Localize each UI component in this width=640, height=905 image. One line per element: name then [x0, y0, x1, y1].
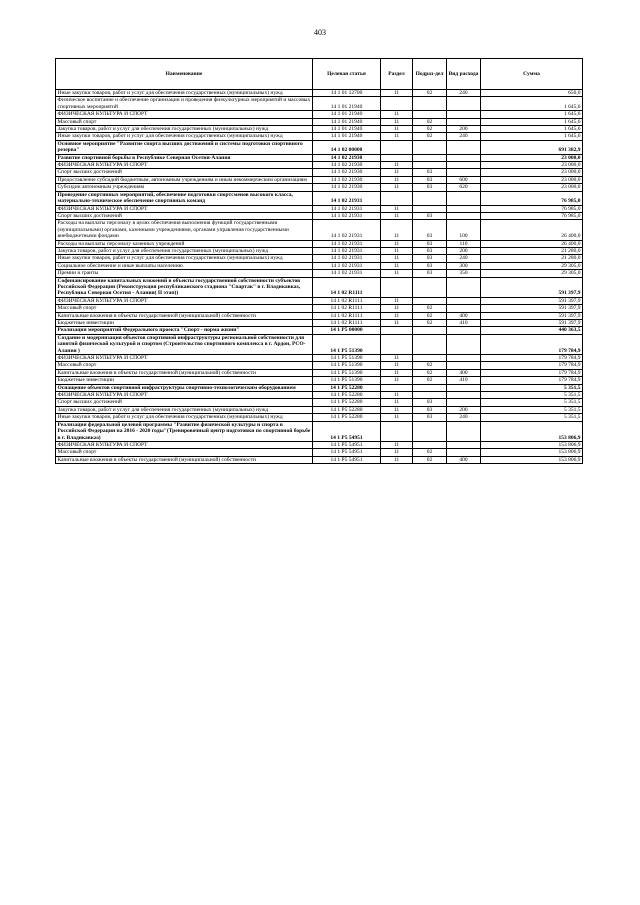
cell-subsection: 02 [413, 133, 447, 140]
cell-subsection: 02 [413, 90, 447, 97]
cell-expense-type [447, 449, 481, 456]
table-row [56, 406, 583, 413]
cell-target: 14 1 02 R1111 [313, 320, 381, 327]
cell-expense-type [447, 212, 481, 219]
cell-expense-type [447, 327, 481, 334]
cell-name: Субсидии автономным учреждениям [56, 184, 313, 191]
cell-amount: 691 382,9 [481, 140, 583, 154]
cell-name: Массовый спорт [56, 449, 313, 456]
table-row [56, 441, 583, 448]
cell-amount: 26 400,0 [481, 240, 583, 247]
cell-amount: 591 397,9 [481, 277, 583, 297]
cell-name: Закупка товаров, работ и услуг для обеспечения государственных (муниципальных) нужд [56, 126, 313, 133]
column-header-expense-type: Вид расхода [447, 59, 481, 90]
cell-expense-type: 400 [447, 312, 481, 319]
cell-section [381, 334, 413, 354]
cell-amount: 591 397,9 [481, 320, 583, 327]
cell-section: 11 [381, 399, 413, 406]
cell-name: Предоставление субсидий бюджетным, автономным учреждениям и иным некоммерческим организациям [56, 176, 313, 183]
cell-section: 11 [381, 449, 413, 456]
cell-subsection: 03 [413, 270, 447, 277]
table-row [56, 312, 583, 319]
cell-amount: 179 784,9 [481, 362, 583, 369]
cell-name: Бюджетные инвестиции [56, 320, 313, 327]
table-row [56, 169, 583, 176]
table-row [56, 184, 583, 191]
cell-expense-type: 600 [447, 176, 481, 183]
cell-subsection [413, 392, 447, 399]
cell-target: 14 1 02 21931 [313, 247, 381, 254]
cell-subsection: 03 [413, 176, 447, 183]
cell-subsection: 03 [413, 414, 447, 421]
cell-name: ФИЗИЧЕСКАЯ КУЛЬТУРА И СПОРТ [56, 297, 313, 304]
table-row [56, 140, 583, 154]
cell-target: 14 1 02 R1111 [313, 305, 381, 312]
table-row [56, 118, 583, 125]
cell-expense-type: 410 [447, 377, 481, 384]
cell-target: 14 1 01 21940 [313, 126, 381, 133]
cell-name: Массовый спорт [56, 118, 313, 125]
cell-amount: 179 784,9 [481, 334, 583, 354]
cell-expense-type: 620 [447, 184, 481, 191]
cell-target: 14 1 P5 54951 [313, 456, 381, 463]
cell-expense-type [447, 297, 481, 304]
cell-name: Спорт высших достижений [56, 169, 313, 176]
cell-amount: 26 400,0 [481, 220, 583, 240]
page-number: 403 [314, 28, 326, 37]
cell-target: 14 1 01 21940 [313, 133, 381, 140]
cell-subsection [413, 191, 447, 205]
cell-section: 11 [381, 176, 413, 183]
cell-subsection [413, 384, 447, 391]
cell-name: ФИЗИЧЕСКАЯ КУЛЬТУРА И СПОРТ [56, 441, 313, 448]
cell-section: 11 [381, 240, 413, 247]
cell-subsection [413, 421, 447, 441]
cell-section: 11 [381, 262, 413, 269]
cell-section: 11 [381, 111, 413, 118]
cell-target: 14 1 02 21931 [313, 191, 381, 205]
cell-expense-type: 200 [447, 126, 481, 133]
cell-subsection: 03 [413, 262, 447, 269]
cell-subsection: 02 [413, 449, 447, 456]
cell-section: 11 [381, 126, 413, 133]
cell-section [381, 327, 413, 334]
cell-amount: 23 000,0 [481, 162, 583, 169]
cell-name: Иные закупки товаров, работ и услуг для обеспечения государственных (муниципальных) нужд [56, 90, 313, 97]
cell-section: 11 [381, 162, 413, 169]
cell-target: 14 1 P5 51390 [313, 334, 381, 354]
cell-target: 14 1 02 21930 [313, 169, 381, 176]
cell-subsection: 03 [413, 169, 447, 176]
cell-subsection: 03 [413, 247, 447, 254]
table-row [56, 305, 583, 312]
cell-name: ФИЗИЧЕСКАЯ КУЛЬТУРА И СПОРТ [56, 392, 313, 399]
cell-target: 14 1 02 21931 [313, 262, 381, 269]
cell-expense-type [447, 191, 481, 205]
table-row [56, 191, 583, 205]
table-row [56, 449, 583, 456]
cell-subsection [413, 154, 447, 161]
table-row [56, 255, 583, 262]
cell-expense-type [447, 205, 481, 212]
cell-expense-type: 240 [447, 414, 481, 421]
cell-target: 14 1 02 21931 [313, 270, 381, 277]
cell-subsection: 02 [413, 118, 447, 125]
table-row [56, 126, 583, 133]
cell-amount: 591 397,9 [481, 297, 583, 304]
cell-amount: 153 806,9 [481, 456, 583, 463]
cell-name: ФИЗИЧЕСКАЯ КУЛЬТУРА И СПОРТ [56, 355, 313, 362]
table-body [56, 90, 583, 464]
cell-name: Массовый спорт [56, 362, 313, 369]
cell-section: 11 [381, 212, 413, 219]
column-header-section: Раздел [381, 59, 413, 90]
cell-expense-type: 300 [447, 262, 481, 269]
cell-name: Развитие спортивной борьбы в Республике Северная Осетия-Алания [56, 154, 313, 161]
cell-target: 14 1 02 00000 [313, 140, 381, 154]
table-row [56, 334, 583, 354]
table-row [56, 327, 583, 334]
cell-expense-type: 400 [447, 369, 481, 376]
table-row [56, 270, 583, 277]
cell-section [381, 154, 413, 161]
cell-expense-type [447, 421, 481, 441]
cell-subsection: 03 [413, 240, 447, 247]
cell-name: Проведение спортивных мероприятий, обеспечение подготовки спортсменов высокого класса, материально-техническое обеспечение спортивных команд [56, 191, 313, 205]
cell-section: 11 [381, 169, 413, 176]
table-row [56, 133, 583, 140]
cell-target: 14 1 02 R1111 [313, 277, 381, 297]
cell-section: 11 [381, 392, 413, 399]
cell-expense-type [447, 399, 481, 406]
cell-target: 14 1 01 21940 [313, 118, 381, 125]
cell-amount: 76 985,0 [481, 191, 583, 205]
cell-expense-type [447, 392, 481, 399]
cell-name: Закупка товаров, работ и услуг для обеспечения государственных (муниципальных) нужд [56, 247, 313, 254]
budget-table [55, 58, 583, 464]
cell-expense-type [447, 384, 481, 391]
table-header-row [56, 59, 583, 90]
cell-section: 11 [381, 297, 413, 304]
cell-section: 11 [381, 362, 413, 369]
cell-expense-type [447, 140, 481, 154]
cell-name: Расходы на выплаты персоналу в целях обеспечения выполнения функций государственными (муниципальными) органами, казенными учреждениями, органами управления государственными внебюджетными фондами [56, 220, 313, 240]
cell-subsection [413, 111, 447, 118]
cell-section: 11 [381, 247, 413, 254]
cell-expense-type: 240 [447, 255, 481, 262]
cell-target: 14 1 02 21931 [313, 212, 381, 219]
cell-amount: 21 280,0 [481, 247, 583, 254]
table-row [56, 176, 583, 183]
cell-amount: 5 351,5 [481, 384, 583, 391]
cell-name: Спорт высших достижений [56, 399, 313, 406]
cell-target: 14 1 P5 51390 [313, 362, 381, 369]
cell-section: 11 [381, 312, 413, 319]
cell-expense-type: 410 [447, 320, 481, 327]
cell-subsection: 02 [413, 362, 447, 369]
column-header-target: Целевая статья [313, 59, 381, 90]
cell-expense-type [447, 162, 481, 169]
cell-target: 14 1 01 12700 [313, 90, 381, 97]
cell-expense-type [447, 154, 481, 161]
cell-section: 11 [381, 220, 413, 240]
cell-target: 14 1 02 21930 [313, 162, 381, 169]
table-row [56, 297, 583, 304]
cell-name: ФИЗИЧЕСКАЯ КУЛЬТУРА И СПОРТ [56, 111, 313, 118]
cell-amount: 23 000,0 [481, 169, 583, 176]
cell-target: 14 1 02 21930 [313, 154, 381, 161]
cell-section: 11 [381, 441, 413, 448]
cell-amount: 153 806,9 [481, 449, 583, 456]
cell-target: 14 1 P5 52280 [313, 399, 381, 406]
cell-subsection: 02 [413, 312, 447, 319]
cell-expense-type [447, 355, 481, 362]
cell-expense-type [447, 118, 481, 125]
cell-subsection [413, 162, 447, 169]
cell-target: 14 1 02 21931 [313, 240, 381, 247]
cell-subsection [413, 97, 447, 111]
cell-section: 11 [381, 406, 413, 413]
table-row [56, 362, 583, 369]
cell-target: 14 1 02 21931 [313, 255, 381, 262]
cell-amount: 1 645,6 [481, 126, 583, 133]
cell-target: 14 1 02 21930 [313, 176, 381, 183]
cell-subsection: 03 [413, 212, 447, 219]
cell-amount: 23 000,0 [481, 154, 583, 161]
cell-subsection: 03 [413, 255, 447, 262]
cell-expense-type: 240 [447, 133, 481, 140]
cell-section: 11 [381, 255, 413, 262]
cell-amount: 179 784,9 [481, 355, 583, 362]
table-row [56, 392, 583, 399]
cell-section: 11 [381, 414, 413, 421]
table-row [56, 162, 583, 169]
cell-subsection: 03 [413, 220, 447, 240]
cell-amount: 5 351,5 [481, 414, 583, 421]
cell-amount: 5 351,5 [481, 406, 583, 413]
cell-name: Закупка товаров, работ и услуг для обеспечения государственных (муниципальных) нужд [56, 406, 313, 413]
table-row [56, 154, 583, 161]
cell-expense-type [447, 169, 481, 176]
cell-name: Основное мероприятие "Развитие спорта высших достижений и системы подготовки спортивного резерва" [56, 140, 313, 154]
cell-section: 11 [381, 184, 413, 191]
table-row [56, 421, 583, 441]
cell-section [381, 191, 413, 205]
cell-section: 11 [381, 320, 413, 327]
cell-name: Бюджетные инвестиции [56, 377, 313, 384]
cell-amount: 29 305,0 [481, 262, 583, 269]
cell-amount: 1 645,6 [481, 118, 583, 125]
cell-expense-type [447, 111, 481, 118]
cell-expense-type [447, 334, 481, 354]
table-row [56, 355, 583, 362]
cell-expense-type: 110 [447, 240, 481, 247]
table-row [56, 384, 583, 391]
cell-subsection [413, 277, 447, 297]
table-row [56, 90, 583, 97]
cell-subsection: 02 [413, 305, 447, 312]
table-row [56, 369, 583, 376]
cell-section [381, 277, 413, 297]
table-row [56, 212, 583, 219]
cell-expense-type: 200 [447, 247, 481, 254]
cell-section: 11 [381, 355, 413, 362]
cell-subsection: 02 [413, 320, 447, 327]
cell-subsection [413, 140, 447, 154]
cell-expense-type [447, 362, 481, 369]
cell-expense-type: 200 [447, 406, 481, 413]
cell-section: 11 [381, 305, 413, 312]
cell-subsection: 02 [413, 456, 447, 463]
cell-subsection: 02 [413, 126, 447, 133]
table-row [56, 220, 583, 240]
cell-target: 14 1 P5 52280 [313, 406, 381, 413]
cell-section: 11 [381, 205, 413, 212]
cell-subsection [413, 205, 447, 212]
column-header-name: Наименование [56, 59, 313, 90]
cell-amount: 23 000,0 [481, 176, 583, 183]
cell-name: Капитальные вложения в объекты государственной (муниципальной) собственности [56, 456, 313, 463]
cell-amount: 23 000,0 [481, 184, 583, 191]
cell-target: 14 1 P5 51390 [313, 355, 381, 362]
cell-subsection [413, 297, 447, 304]
cell-subsection: 03 [413, 406, 447, 413]
cell-expense-type [447, 97, 481, 111]
cell-target: 14 1 P5 54951 [313, 421, 381, 441]
cell-amount: 1 645,6 [481, 133, 583, 140]
cell-target: 14 1 P5 54951 [313, 449, 381, 456]
cell-name: Оснащение объектов спортивной инфраструктуры спортивно-технологическим оборудованием [56, 384, 313, 391]
cell-amount: 179 784,9 [481, 377, 583, 384]
cell-name: Реализация федеральной целевой программы "Развитие физической культуры и спорта в Российской Федерации на 2016 - 2020 годы"(Тренировочный центр подготовки по спортивной борьбе в г. Владикавказ) [56, 421, 313, 441]
cell-subsection: 03 [413, 184, 447, 191]
cell-expense-type [447, 305, 481, 312]
cell-amount: 29 305,0 [481, 270, 583, 277]
cell-subsection [413, 355, 447, 362]
cell-section: 11 [381, 377, 413, 384]
cell-expense-type: 100 [447, 220, 481, 240]
cell-amount: 76 985,0 [481, 205, 583, 212]
table-row [56, 320, 583, 327]
cell-section [381, 140, 413, 154]
cell-section [381, 421, 413, 441]
table-row [56, 111, 583, 118]
cell-section: 11 [381, 270, 413, 277]
cell-amount: 650,0 [481, 90, 583, 97]
cell-amount: 5 351,5 [481, 392, 583, 399]
cell-name: ФИЗИЧЕСКАЯ КУЛЬТУРА И СПОРТ [56, 162, 313, 169]
cell-target: 14 1 P5 51390 [313, 377, 381, 384]
cell-name: Капитальные вложения в объекты государственной (муниципальной) собственности [56, 312, 313, 319]
column-header-subsection: Подраз-дел [413, 59, 447, 90]
cell-name: Премии и гранты [56, 270, 313, 277]
cell-name: Расходы на выплаты персоналу казенных учреждений [56, 240, 313, 247]
cell-amount: 21 280,0 [481, 255, 583, 262]
cell-section [381, 97, 413, 111]
cell-subsection: 02 [413, 369, 447, 376]
cell-amount: 591 397,9 [481, 305, 583, 312]
cell-name: Массовый спорт [56, 305, 313, 312]
cell-expense-type: 400 [447, 456, 481, 463]
cell-name: Социальное обеспечение и иные выплаты населению [56, 262, 313, 269]
cell-amount: 153 806,9 [481, 441, 583, 448]
cell-target: 14 1 01 21940 [313, 111, 381, 118]
cell-section [381, 384, 413, 391]
cell-section: 11 [381, 90, 413, 97]
cell-section: 11 [381, 133, 413, 140]
cell-subsection: 02 [413, 377, 447, 384]
cell-subsection [413, 334, 447, 354]
table-row [56, 205, 583, 212]
cell-name: Иные закупки товаров, работ и услуг для обеспечения государственных (муниципальных) нужд [56, 133, 313, 140]
cell-amount: 76 985,0 [481, 212, 583, 219]
cell-amount: 179 784,9 [481, 369, 583, 376]
cell-target: 14 1 02 R1111 [313, 312, 381, 319]
cell-subsection [413, 327, 447, 334]
table-row [56, 399, 583, 406]
cell-section: 11 [381, 118, 413, 125]
cell-target: 14 1 01 21940 [313, 97, 381, 111]
cell-name: Иные закупки товаров, работ и услуг для обеспечения государственных (муниципальных) нужд [56, 414, 313, 421]
cell-amount: 5 351,5 [481, 399, 583, 406]
table-row [56, 277, 583, 297]
cell-target: 14 1 P5 52280 [313, 392, 381, 399]
table-row [56, 414, 583, 421]
cell-target: 14 1 02 21931 [313, 205, 381, 212]
cell-expense-type: 350 [447, 270, 481, 277]
cell-name: Иные закупки товаров, работ и услуг для обеспечения государственных (муниципальных) нужд [56, 255, 313, 262]
cell-name: ФИЗИЧЕСКАЯ КУЛЬТУРА И СПОРТ [56, 205, 313, 212]
table-row [56, 377, 583, 384]
cell-subsection [413, 441, 447, 448]
table-row [56, 456, 583, 463]
cell-target: 14 1 P5 52280 [313, 414, 381, 421]
column-header-amount: Сумма [481, 59, 583, 90]
cell-section: 11 [381, 369, 413, 376]
cell-name: Софинансирование капитальных вложений в объекты государственной собственности субъектов Российской Федерации (Реконструкция республиканского стадиона "Спартак" в г. Владикавказ, Республика Северная Осетия - Алания( II этап)) [56, 277, 313, 297]
cell-amount: 1 645,6 [481, 111, 583, 118]
cell-expense-type [447, 441, 481, 448]
cell-name: Капитальные вложения в объекты государственной (муниципальной) собственности [56, 369, 313, 376]
cell-target: 14 1 02 21930 [313, 184, 381, 191]
cell-target: 14 1 P5 00000 [313, 327, 381, 334]
cell-amount: 1 645,6 [481, 97, 583, 111]
table-row [56, 240, 583, 247]
cell-name: Физическое воспитание и обеспечение организации и проведения физкультурных мероприятий и массовых спортивных мероприятий [56, 97, 313, 111]
cell-target: 14 1 02 R1111 [313, 297, 381, 304]
cell-name: Спорт высших достижений [56, 212, 313, 219]
cell-target: 14 1 P5 51390 [313, 369, 381, 376]
cell-target: 14 1 02 21931 [313, 220, 381, 240]
cell-amount: 591 397,9 [481, 312, 583, 319]
cell-expense-type [447, 277, 481, 297]
cell-name: Создание и модернизация объектов спортивной инфраструктуры региональной собственности для занятий физической культурой и спортом (Строительство спортивного комплекса в г. Ардон, РСО-Алания ) [56, 334, 313, 354]
cell-amount: 440 363,5 [481, 327, 583, 334]
cell-subsection: 03 [413, 399, 447, 406]
cell-target: 14 1 P5 54951 [313, 441, 381, 448]
cell-amount: 153 806,9 [481, 421, 583, 441]
table-row [56, 97, 583, 111]
cell-name: Реализация мероприятий Федерального проекта "Спорт - норма жизни" [56, 327, 313, 334]
cell-target: 14 1 P5 52280 [313, 384, 381, 391]
table-row [56, 262, 583, 269]
table-row [56, 247, 583, 254]
cell-expense-type: 240 [447, 90, 481, 97]
cell-section: 11 [381, 456, 413, 463]
